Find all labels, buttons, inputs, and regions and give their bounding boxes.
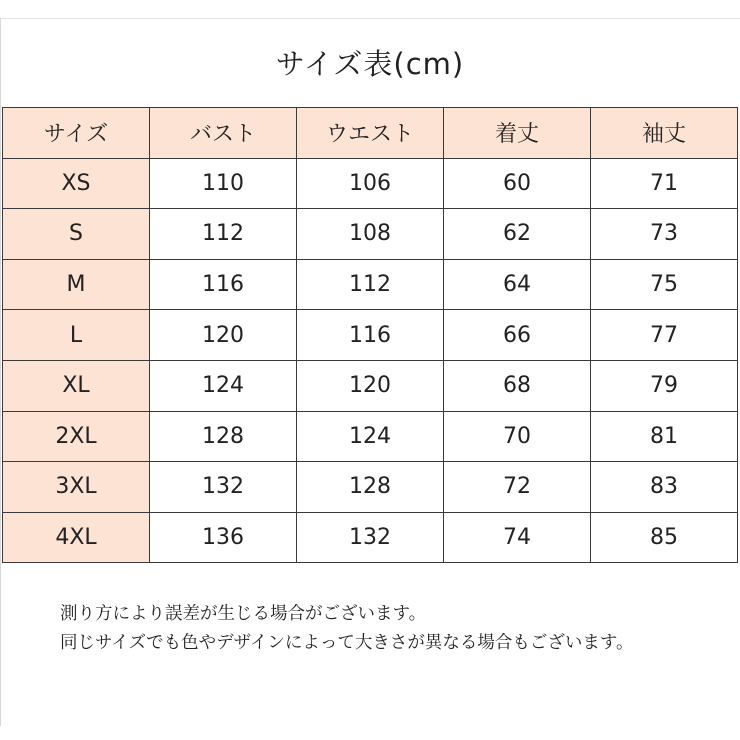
sleeve-cell: 85 (591, 512, 738, 563)
bust-cell: 116 (150, 259, 297, 310)
size-label-cell: L (3, 310, 150, 361)
note-size-variation: 同じサイズでも色やデザインによって大きさが異なる場合もございます。 (60, 633, 634, 653)
bust-cell: 120 (150, 310, 297, 361)
size-label-cell: M (3, 259, 150, 310)
sleeve-cell: 71 (591, 158, 738, 209)
size-label-cell: 2XL (3, 411, 150, 462)
length-cell: 72 (444, 462, 591, 513)
waist-cell: 108 (297, 209, 444, 260)
waist-cell: 112 (297, 259, 444, 310)
table-header-row (3, 108, 738, 159)
length-cell: 70 (444, 411, 591, 462)
sleeve-cell: 75 (591, 259, 738, 310)
size-label-cell: 3XL (3, 462, 150, 513)
sleeve-cell: 83 (591, 462, 738, 513)
frame-top-line (0, 18, 740, 19)
waist-cell: 106 (297, 158, 444, 209)
waist-cell: 132 (297, 512, 444, 563)
length-cell: 68 (444, 360, 591, 411)
length-cell: 62 (444, 209, 591, 260)
bust-cell: 132 (150, 462, 297, 513)
sleeve-cell: 81 (591, 411, 738, 462)
frame-left-line (0, 18, 1, 726)
header-sleeve: 袖丈 (591, 108, 738, 159)
size-label-cell: 4XL (3, 512, 150, 563)
table-row (3, 462, 738, 513)
header-waist: ウエスト (297, 108, 444, 159)
length-cell: 64 (444, 259, 591, 310)
table-row (3, 512, 738, 563)
table-row (3, 411, 738, 462)
sleeve-cell: 77 (591, 310, 738, 361)
size-label-cell: S (3, 209, 150, 260)
table-row (3, 360, 738, 411)
sleeve-cell: 73 (591, 209, 738, 260)
sleeve-cell: 79 (591, 360, 738, 411)
notes (60, 600, 633, 658)
header-length: 着丈 (444, 108, 591, 159)
length-cell: 74 (444, 512, 591, 563)
size-label-cell: XL (3, 360, 150, 411)
waist-cell: 116 (297, 310, 444, 361)
size-table (2, 107, 738, 563)
size-label-cell: XS (3, 158, 150, 209)
length-cell: 66 (444, 310, 591, 361)
table-row (3, 310, 738, 361)
bust-cell: 128 (150, 411, 297, 462)
length-cell: 60 (444, 158, 591, 209)
waist-cell: 124 (297, 411, 444, 462)
bust-cell: 124 (150, 360, 297, 411)
table-row (3, 158, 738, 209)
table-row (3, 209, 738, 260)
header-bust: バスト (150, 108, 297, 159)
bust-cell: 112 (150, 209, 297, 260)
note-measurement-error: 測り方により誤差が生じる場合がございます。 (60, 604, 427, 624)
bust-cell: 110 (150, 158, 297, 209)
waist-cell: 120 (297, 360, 444, 411)
waist-cell: 128 (297, 462, 444, 513)
bust-cell: 136 (150, 512, 297, 563)
table-row (3, 259, 738, 310)
header-size: サイズ (3, 108, 150, 159)
page-title: サイズ表(cm) (275, 47, 465, 81)
